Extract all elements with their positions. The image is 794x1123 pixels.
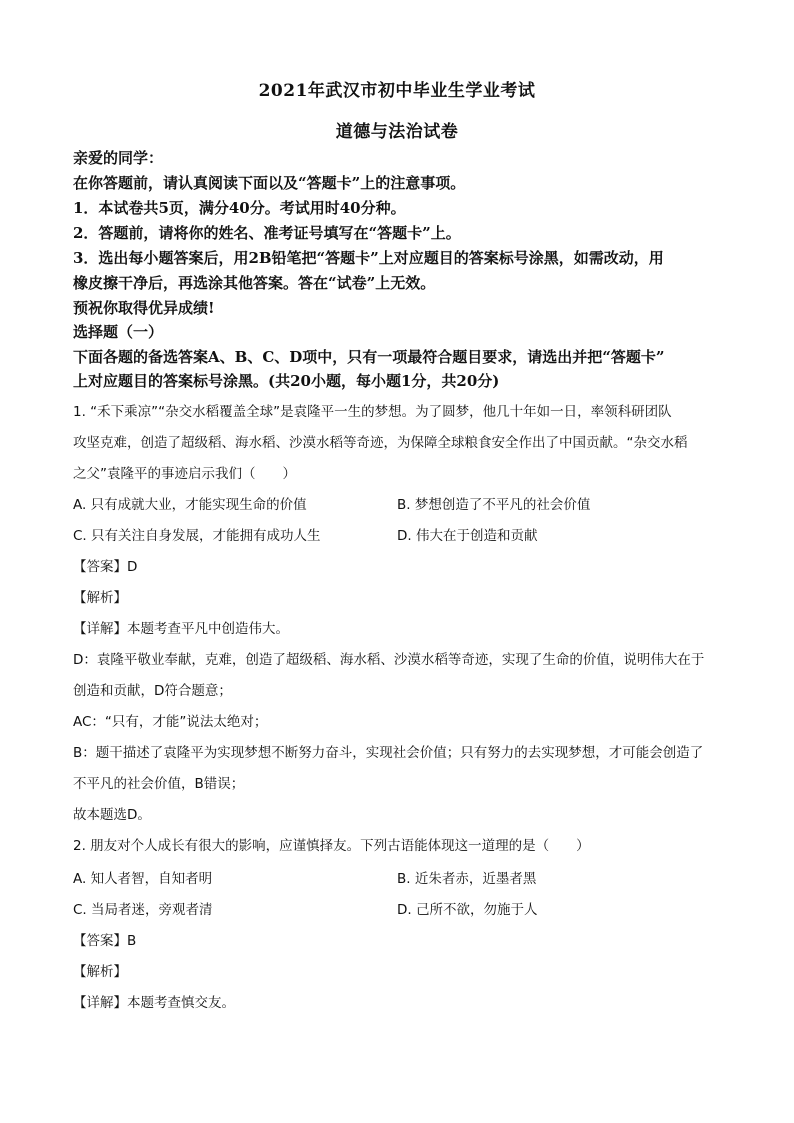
q2-option-b: B. 近朱者赤，近墨者黑	[397, 871, 537, 887]
q1-explanation-d-cont: 创造和贡献，D符合题意；	[73, 683, 232, 699]
q1-analysis-label: 【解析】	[73, 590, 127, 606]
instruction-item-1: 1．本试卷共5页，满分40分。考试用时40分种。	[73, 199, 406, 217]
q2-option-d: D. 己所不欲，勿施于人	[397, 902, 538, 918]
q2-detail: 【详解】本题考查慎交友。	[73, 995, 235, 1011]
q2-stem: 2. 朋友对个人成长有很大的影响，应谨慎择友。下列古语能体现这一道理的是（ ）	[73, 838, 590, 854]
section-desc: 下面各题的备选答案A、B、C、D项中，只有一项最符合题目要求，请选出并把“答题卡”	[73, 348, 665, 366]
exam-subtitle: 道德与法治试卷	[335, 122, 459, 142]
q1-detail: 【详解】本题考查平凡中创造伟大。	[73, 621, 289, 637]
greeting: 亲爱的同学：	[73, 149, 164, 167]
q1-option-a: A. 只有成就大业，才能实现生命的价值	[73, 497, 307, 513]
wish-text: 预祝你取得优异成绩!	[73, 299, 215, 317]
section-title: 选择题（一）	[73, 323, 164, 341]
q1-conclusion: 故本题选D。	[73, 807, 151, 823]
q1-stem-3: 之父”袁隆平的事迹启示我们（ ）	[73, 466, 296, 482]
q1-explanation-ac: AC：“只有，才能”说法太绝对；	[73, 714, 268, 730]
instructions-intro: 在你答题前，请认真阅读下面以及“答题卡”上的注意事项。	[73, 174, 466, 192]
q2-option-c: C. 当局者迷，旁观者清	[73, 902, 213, 918]
section-desc-cont: 上对应题目的答案标号涂黑。(共20小题，每小题1分，共20分)	[73, 372, 500, 390]
q1-explanation-d: D：袁隆平敬业奉献，克难，创造了超级稻、海水稻、沙漠水稻等奇迹，实现了生命的价值，说明伟大在于	[73, 652, 705, 668]
q2-answer: 【答案】B	[73, 933, 137, 949]
exam-title: 2021年武汉市初中毕业生学业考试	[258, 81, 536, 101]
instruction-item-3-cont: 橡皮擦干净后，再选涂其他答案。答在“试卷”上无效。	[73, 274, 436, 292]
instruction-item-3: 3．选出每小题答案后，用2B铅笔把“答题卡”上对应题目的答案标号涂黑，如需改动，用	[73, 249, 664, 267]
q1-option-c: C. 只有关注自身发展，才能拥有成功人生	[73, 528, 321, 544]
q1-explanation-b-cont: 不平凡的社会价值，B错误；	[73, 776, 245, 792]
q2-analysis-label: 【解析】	[73, 964, 127, 980]
q1-stem-2: 攻坚克难，创造了超级稻、海水稻、沙漠水稻等奇迹，为保障全球粮食安全作出了中国贡献。“杂交水稻	[73, 435, 688, 451]
q1-answer: 【答案】D	[73, 559, 138, 575]
q1-option-b: B. 梦想创造了不平凡的社会价值	[397, 497, 591, 513]
instruction-item-2: 2．答题前，请将你的姓名、准考证号填写在“答题卡”上。	[73, 224, 461, 242]
q2-option-a: A. 知人者智，自知者明	[73, 871, 213, 887]
q1-option-d: D. 伟大在于创造和贡献	[397, 528, 538, 544]
q1-stem: 1. “禾下乘凉”“杂交水稻覆盖全球”是袁隆平一生的梦想。为了圆梦，他几十年如一日，率领科研团队	[73, 404, 672, 420]
q1-explanation-b: B：题干描述了袁隆平为实现梦想不断努力奋斗，实现社会价值；只有努力的去实现梦想，才可能会创造了	[73, 745, 704, 761]
